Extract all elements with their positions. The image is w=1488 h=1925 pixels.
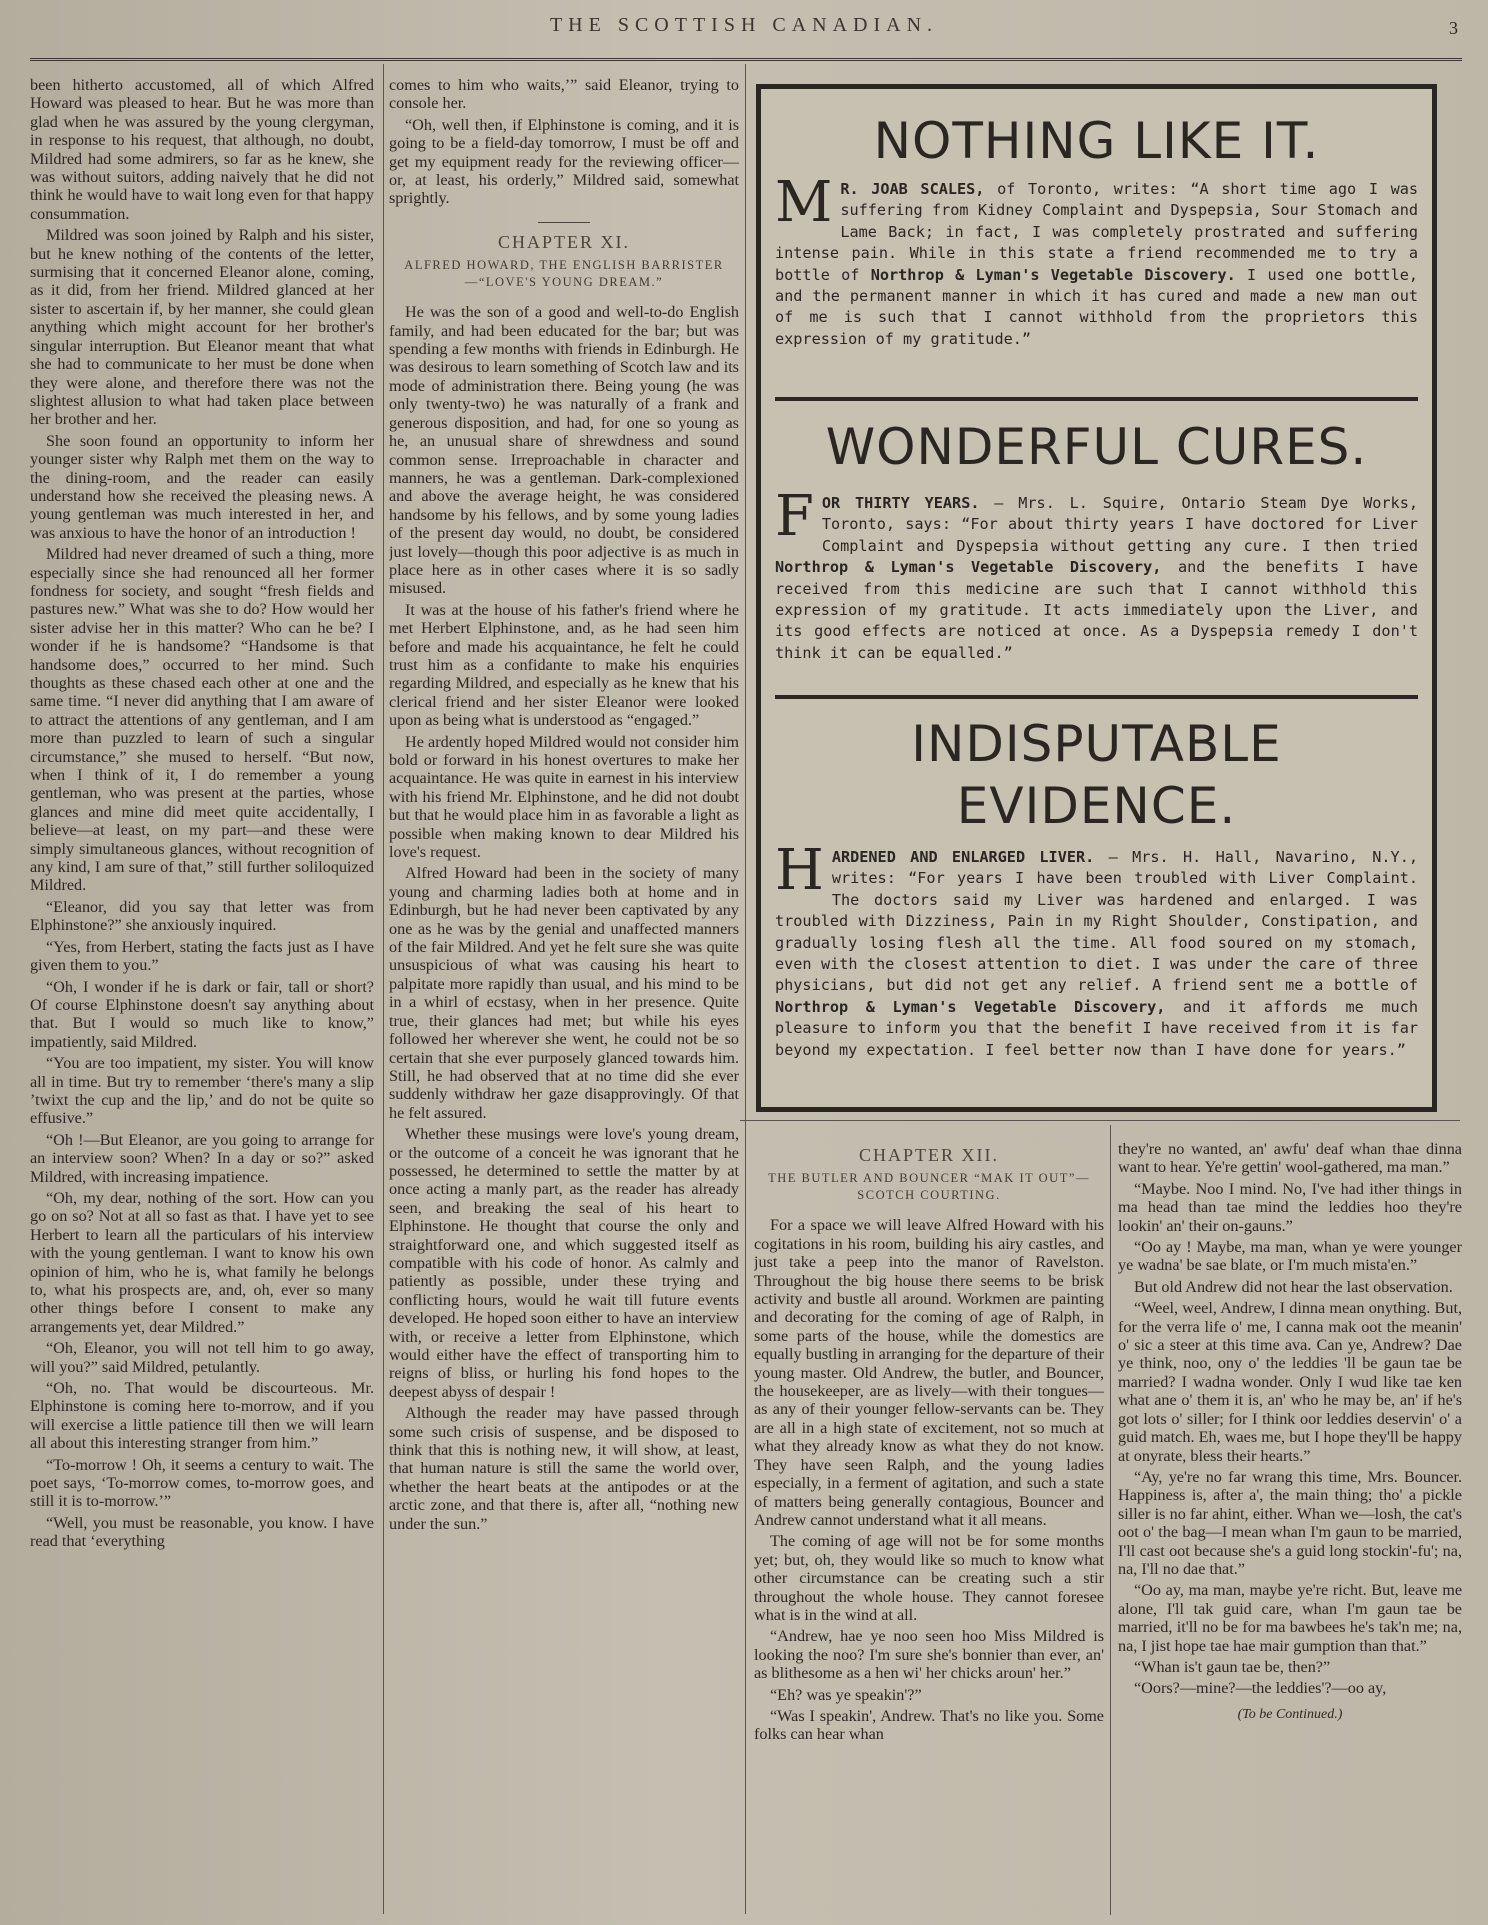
ad-testimonial: M R. JOAB SCALES, of Toronto, writes: “A short time ago I was suffering from Kidney Complaint and Dyspepsia, Sour Stomach and Lame Back; in fact, I was completely prostrated and suffering intense pain. While in this state a friend recommended me to try a bottle of Northrop & Lyman's Vegetable Discovery. I used one bottle, and the permanent manner in which it has cured and made a new man out of me is such that I cannot withhold from the proprietors this expression of my gratitude.” bbox=[775, 170, 1419, 348]
masthead-title: THE SCOTTISH CANADIAN. bbox=[549, 14, 939, 36]
ad-headline: WONDERFUL CURES. bbox=[825, 418, 1368, 476]
paragraph: The coming of age will not be for some months yet; but, oh, they would like so much to know what other circumstance can be creating such a stir throughout the whole house. They cannot foresee what is in the wind at all. bbox=[754, 1532, 1104, 1624]
drop-cap: M bbox=[775, 170, 833, 235]
paragraph: “Well, you must be reasonable, you know. I have read that ‘everything bbox=[30, 1513, 374, 1551]
column-4 bbox=[1118, 1140, 1462, 1916]
paragraph: Alfred Howard had been in the society of many young and charming ladies both at home and in Edinburgh, but he had never been captivated by any one as he was by the genial and unaffected manners of the fair Mildred. And yet he felt sure she was quite unsuspicious of what was causing his heart to palpitate more rapidly than usual, and his mind to be in a whirl of ecstasy, when in her presence. Quite true, their glances had met; but while his eyes followed her wherever she went, he could not be so certain that she ever purposely glanced towards him. Still, he had observed that at no time did she ever suddenly withdraw her gaze disapprovingly. Of that he felt assured. bbox=[389, 864, 739, 1122]
paragraph: been hitherto accustomed, all of which Alfred Howard was pleased to hear. But he was more than glad when he was assured by the young clergyman, in response to his request, that although, no doubt, Mildred had some admirers, so far as he knew, she was without suitors, adding naively that he did not think he would have to wait long even for that happy consummation. bbox=[30, 76, 374, 223]
paragraph: Although the reader may have passed through some such crisis of suspense, and be disposed to think that this is nothing new, it will show, at least, that human nature is still the same the world over, whether the heart beats at the antipodes or at the arctic zone, and that there is, after all, “nothing new under the sun.” bbox=[389, 1404, 739, 1533]
paragraph: “Weel, weel, Andrew, I dinna mean onything. But, for the verra life o' me, I canna mak oot the meanin' o' sic a steer at this time ava. Can ye, Andrew? Dae ye think, noo, ony o' the leddies 'll be gaun tae be married? I wadna wonder. Only I wud like tae ken what ane o' them it is, an' who he may be, an' if he's got lots o' siller; for I think oor leddies deservin' o' a guid match. Eh, waes me, but I hope they'll be happy at onyrate, bless their hearts.” bbox=[1118, 1299, 1462, 1465]
paragraph: “Oh, my dear, nothing of the sort. How can you go on so? Not at all so fast as that. I have yet to see Herbert to learn all the particulars of his interview with the young gentleman. I want to know his own opinion of him, who he is, what family he belongs to, what his prospects are, and, oh, ever so many other things before I consent to make any arrangements yet, dear Mildred.” bbox=[30, 1188, 374, 1336]
page-number: 3 bbox=[1449, 18, 1458, 38]
column-3 bbox=[754, 1140, 1104, 1916]
advertisement-box bbox=[756, 84, 1437, 1112]
advert-bottom-rule bbox=[740, 1120, 1460, 1121]
paragraph: “Ay, ye're no far wrang this time, Mrs. Bouncer. Happiness is, after a', the main thing; tho' a pickle siller is no far ahint, either. Whan we—losh, the cat's oot o' the bag—I mean whan I'm gaun to be married, I'll cast oot because she's a guid long stockin'-fu'; na, na, I'll no dae that.” bbox=[1118, 1467, 1462, 1578]
paragraph: It was at the house of his father's friend where he met Herbert Elphinstone, and, as he had seen him before and made his acquaintance, he felt he could trust him as a confidante to make his enquiries regarding Mildred, and especially as he knew that his clerical friend and her sister Eleanor were looked upon as being what is understood as “engaged.” bbox=[389, 600, 739, 730]
column-2 bbox=[389, 76, 739, 1916]
ad-testimonial: FOR THIRTY YEARS. — Mrs. L. Squire, Ontario Steam Dye Works, Toronto, says: “For about thirty years I have doctored for Liver Complaint and Dyspepsia without getting any cure. I then tried Northrop & Lyman's Vegetable Discovery, and the benefits I have received from this medicine are such that I cannot withhold this expression of my gratitude. It acts immediately upon the Liver, and its good effects are noticed at once. As a Dyspepsia remedy I don't think it can be equalled.” bbox=[775, 484, 1418, 662]
ad-testimonial: HARDENED AND ENLARGED LIVER. — Mrs. H. Hall, Navarino, N.Y., writes: “For years I have been troubled with Liver Complaint. The doctors said my Liver was hardened and enlarged. I was troubled with Dizziness, Pain in my Right Shoulder, Constipation, and gradually losing flesh all the time. All food soured on my stomach, even with the closest attention to diet. I was under the care of three physicians, but did not get any relief. A friend sent me a bottle of Northrop & Lyman's Vegetable Discovery, and it affords me much pleasure to inform you that the benefit I have received from it is far beyond my expectation. I feel better now than I have done for years.” bbox=[775, 838, 1418, 1059]
paragraph: “Yes, from Herbert, stating the facts just as I have given them to you.” bbox=[30, 937, 374, 975]
ad-separator bbox=[775, 695, 1418, 699]
paragraph: “Oh, well then, if Elphinstone is coming, and it is going to be a field-day tomorrow, I must be off and get my equipment ready for the reviewing officer—or, at least, his orderly,” Mildred said, somewhat sprightly. bbox=[389, 115, 739, 208]
paragraph: For a space we will leave Alfred Howard with his cogitations in his room, building his airy castles, and just take a peep into the manor of Ravelston. Throughout the big house there seems to be brisk activity and bustle all around. Workmen are painting and decorating for the coming of age of Ralph, in some parts of the house, while the domestics are equally bustling in arranging for the departure of their young master. Old Andrew, the butler, and Bouncer, the housekeeper, are as lively—with their tongues—as any of their younger fellow-servants can be. They are all in a high state of excitement, not so much at what they already know as what they do not know. They have seen Ralph, and the young ladies especially, in a ferment of agitation, and such a state of matters being generally contagious, Bouncer and Andrew cannot understand what it all means. bbox=[754, 1216, 1104, 1529]
column-1 bbox=[30, 76, 374, 1916]
paragraph: “Eleanor, did you say that letter was from Elphinstone?” she anxiously inquired. bbox=[30, 897, 374, 935]
paragraph: “Oo ay ! Maybe, ma man, whan ye were younger ye wadna' be sae blate, or I'm much mista'en.” bbox=[1118, 1238, 1462, 1275]
drop-cap: H bbox=[775, 838, 824, 903]
paragraph: “Oh, no. That would be discourteous. Mr. Elphinstone is coming here to-morrow, and if you will exercise a little patience till then we will learn all about this interesting stranger from him.” bbox=[30, 1379, 374, 1453]
drop-cap: F bbox=[775, 484, 814, 549]
column-divider bbox=[383, 64, 384, 1914]
paragraph: “Oo ay, ma man, maybe ye're richt. But, leave me alone, I'll tak guid care, whan I'm gaun tae be married, it'll no be for ma bawbees he's tak'n me; na, na, I jist hope tae hae mair gumption than that.” bbox=[1118, 1581, 1462, 1655]
ad-separator bbox=[775, 397, 1418, 401]
ad-headline-line-1: INDISPUTABLE bbox=[911, 715, 1282, 773]
paragraph: “Oh !—But Eleanor, are you going to arrange for an interview soon? When? In a day or so?” asked Mildred, with increasing impatience. bbox=[30, 1130, 374, 1186]
ad-section-indisputable-evidence bbox=[775, 713, 1418, 1061]
paragraph: She soon found an opportunity to inform her younger sister why Ralph met them on the way to the dining-room, and the reader can easily understand how she received the pleasing news. A young gentleman was much interested in her, and was anxious to have the honor of an introduction ! bbox=[30, 431, 374, 542]
masthead-rule bbox=[30, 58, 1462, 61]
chapter-subtitle: ALFRED HOWARD, THE ENGLISH BARRISTER—“LOVE'S YOUNG DREAM.” bbox=[404, 258, 724, 290]
column-divider bbox=[1110, 1125, 1111, 1915]
column-divider bbox=[745, 64, 746, 1914]
paragraph: comes to him who waits,’” said Eleanor, trying to console her. bbox=[389, 76, 739, 113]
paragraph: “Maybe. Noo I mind. No, I've had ither things in ma head than tae mind the leddies hoo they're lookin' an' their on-gauns.” bbox=[1118, 1179, 1462, 1235]
paragraph: “Oors?—mine?—the leddies'?—oo ay, bbox=[1134, 1679, 1387, 1698]
ad-section-wonderful-cures bbox=[775, 415, 1418, 664]
chapter-subtitle: THE BUTLER AND BOUNCER “MAK IT OUT”—SCOTCH COURTING. bbox=[768, 1171, 1090, 1203]
paragraph: But old Andrew did not hear the last observation. bbox=[1134, 1277, 1453, 1296]
ad-headline-line-2: EVIDENCE. bbox=[956, 777, 1237, 835]
paragraph: “Oh, Eleanor, you will not tell him to go away, will you?” said Mildred, petulantly. bbox=[30, 1339, 374, 1376]
paragraph: Whether these musings were love's young dream, or the outcome of a conceit he was ignorant that he possessed, he determined to settle the matter by at once acting a manly part, as the reader has already seen, and breaking the seal of his heart to Elphinstone. He thought that course the only and straightforward one, and which suggested itself as compatible with his code of honor. As calmly and patiently as possible, under these trying and conflicting hours, would he wait till future events developed. He hoped soon either to have an interview with, or receive a letter from Elphinstone, which would either have the effect of transporting him to reigns of bliss, or hurling his fond hopes to the deepest abyss of despair ! bbox=[389, 1125, 739, 1401]
paragraph: “Eh? was ye speakin'?” bbox=[770, 1685, 922, 1704]
to-be-continued: (To be Continued.) bbox=[1237, 1706, 1343, 1722]
ad-headline: NOTHING LIKE IT. bbox=[873, 112, 1320, 170]
paragraph: He was the son of a good and well-to-do English family, and had been educated for the bar; but was spending a few months with friends in Edinburgh. He was desirous to learn something of Scotch law and its mode of administration there. Being young (he was only twenty-two) he was naturally of a frank and generous disposition, and had, for one so young as he, an unusual share of shrewdness and sound common sense. Irreproachable in character and manners, he was a gentleman. Dark-complexioned and above the average height, he was considered handsome by his fellows, and by some young ladies of the present day would, no doubt, be considered just lovely—though this poor adjective is as much in place here as in other cases where it is so sadly misused. bbox=[389, 303, 739, 598]
paragraph: “You are too impatient, my sister. You will know all in time. But try to remember ‘there's many a slip ’twixt the cup and the lip,’ and do not be quite so effusive.” bbox=[30, 1054, 374, 1128]
paragraph: “Oh, I wonder if he is dark or fair, tall or short? Of course Elphinstone doesn't say anything about that. But I would so much like to know,” impatiently, said Mildred. bbox=[30, 977, 374, 1051]
paragraph: “To-morrow ! Oh, it seems a century to wait. The poet says, ‘To-morrow comes, to-morrow goes, and still it is to-morrow.’” bbox=[30, 1455, 374, 1511]
paragraph: “Was I speakin', Andrew. That's no like you. Some folks can hear whan bbox=[754, 1706, 1104, 1744]
chapter-title: CHAPTER XI. bbox=[497, 231, 630, 252]
paragraph: they're no wanted, an' awfu' deaf whan thae dinna want to hear. Ye're gettin' wool-gathered, ma man.” bbox=[1118, 1140, 1462, 1177]
paragraph: Mildred was soon joined by Ralph and his sister, but he knew nothing of the contents of the letter, surmising that it concerned Eleanor alone, coming, as it did, from her friend. Mildred glanced at her sister to ascertain if, by her manner, she could glean anything which might account for her brother's singular interruption. But Eleanor meant that what she had to communicate to her must be done when they were alone, and therefore there was not the slightest allusion to what had taken place between her brother and her. bbox=[30, 226, 374, 429]
ad-section-nothing-like-it bbox=[775, 109, 1418, 350]
paragraph: “Whan is't gaun tae be, then?” bbox=[1134, 1657, 1331, 1676]
section-rule bbox=[538, 222, 590, 223]
paragraph: He ardently hoped Mildred would not consider him bold or forward in his honest overtures to make her acquaintance. He was quite in earnest in his interview with his friend Mr. Elphinstone, and he did not doubt but that he would place him in as favorable a light as possible when making known to dear Mildred his love's request. bbox=[389, 732, 739, 862]
paragraph: Mildred had never dreamed of such a thing, more especially since she had renounced all her former fondness for society, and sought “fresh fields and pastures new.” What was she to do? How would her sister advise her in this matter? Who can he be? I wonder if he is handsome? “Handsome is that handsome does,” occurred to her mind. Such thoughts as these chased each other at one and the same time. “I never did anything that I am aware of to attract the attentions of any gentleman, and I am more than puzzled to learn of such a singular circumstance,” she mused to herself. “But now, when I think of it, I do remember a young gentleman, who was present at the parties, whose glances and mine did meet quite accidentally, I believe—at least, on my part—and these were simply simultaneous glances, without recognition of any kind, I am sure of that,” still further soliloquized Mildred. bbox=[30, 545, 374, 895]
chapter-title: CHAPTER XII. bbox=[859, 1145, 999, 1165]
paragraph: “Andrew, hae ye noo seen hoo Miss Mildred is looking the noo? I'm sure she's bonnier than ever, an' as blithesome as a hen wi' her chicks aroun' her.” bbox=[754, 1627, 1104, 1683]
